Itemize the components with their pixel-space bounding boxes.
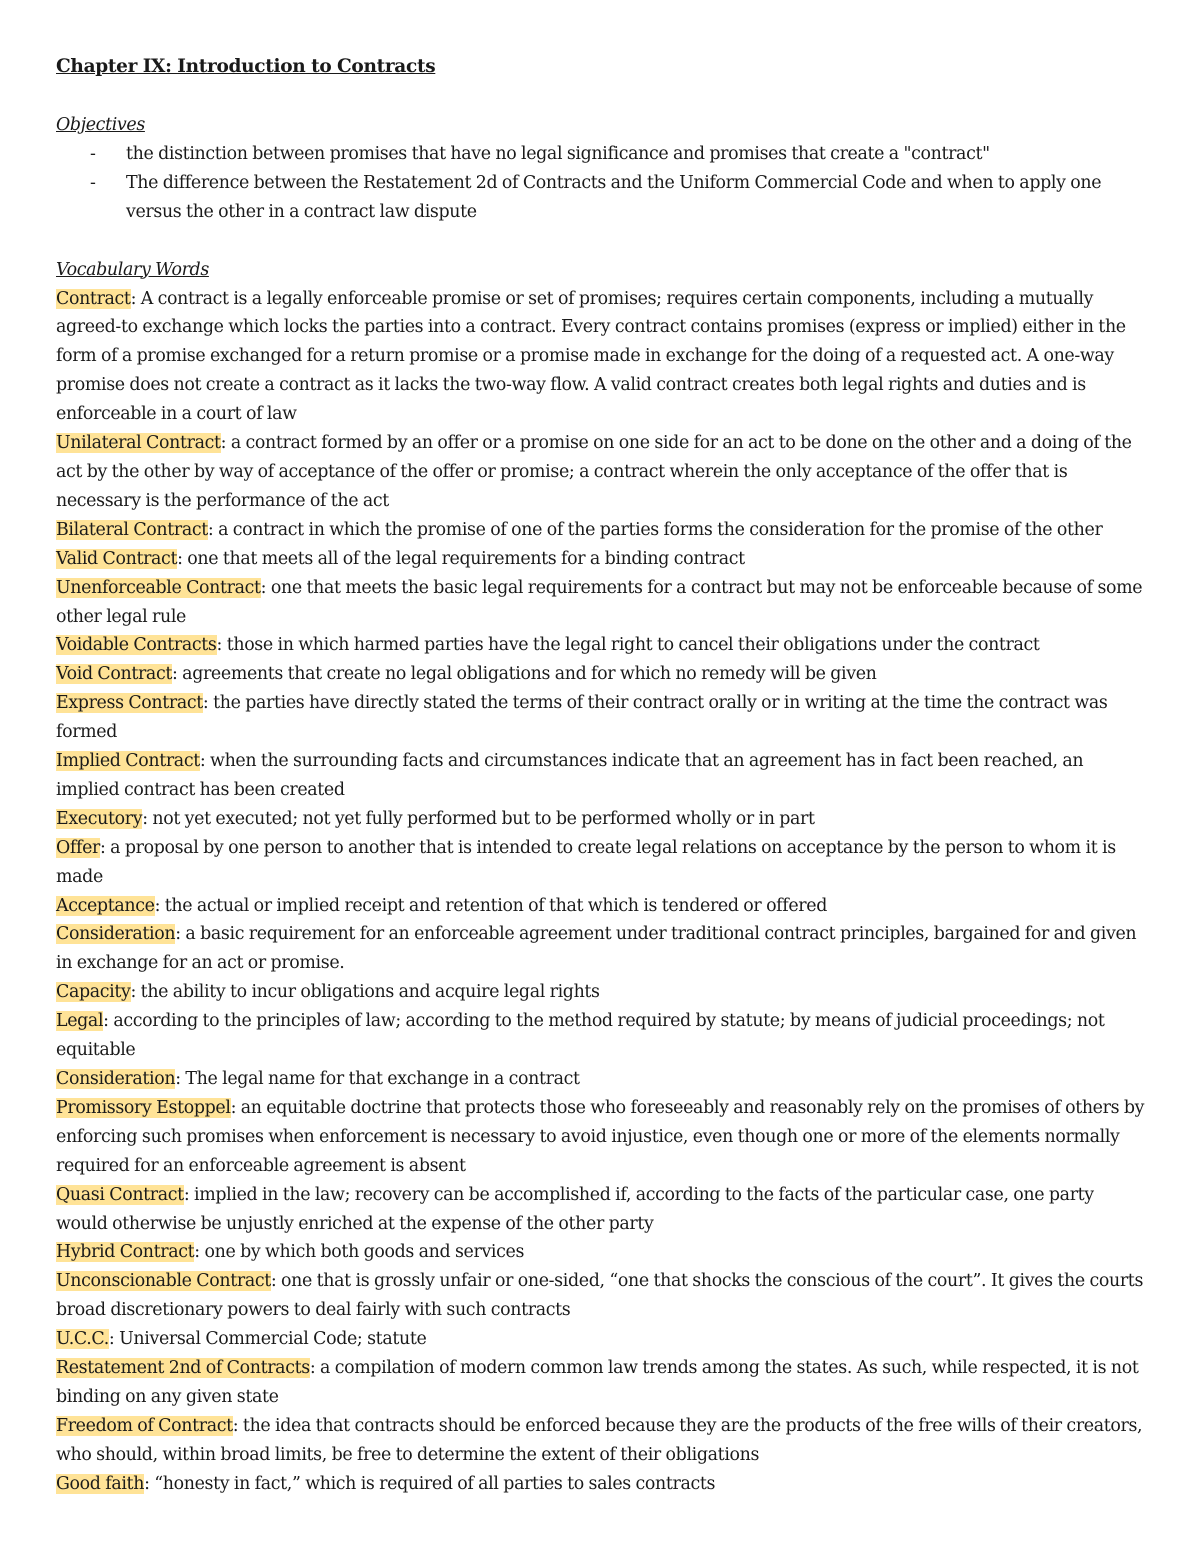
vocab-definition: : agreements that create no legal obligations and for which no remedy will be given bbox=[171, 664, 877, 685]
vocab-definition: : the ability to incur obligations and acquire legal rights bbox=[130, 982, 600, 1003]
vocab-definition: : a contract in which the promise of one of the parties forms the consideration for the promise of the other bbox=[207, 519, 1103, 540]
vocab-term: Bilateral Contract bbox=[56, 519, 208, 540]
vocab-term: Capacity bbox=[56, 982, 131, 1003]
vocab-definition: : when the surrounding facts and circumstances indicate that an agreement has in fact been reached, an implied contract has been created bbox=[56, 751, 1084, 800]
vocab-entry-consideration bbox=[56, 920, 1146, 978]
vocab-term: Freedom of Contract bbox=[56, 1415, 233, 1436]
vocab-definition: : a basic requirement for an enforceable agreement under traditional contract principles, bargained for and given in exchange for an act or promise. bbox=[56, 924, 1137, 974]
vocab-entry-express-contract bbox=[56, 689, 1146, 747]
dash-bullet: - bbox=[90, 172, 96, 193]
vocab-entry-voidable-contracts bbox=[56, 631, 1146, 660]
vocab-definition: : the parties have directly stated the terms of their contract orally or in writing at the time the contract was formed bbox=[56, 693, 1108, 743]
vocabulary-list bbox=[56, 285, 1146, 1499]
vocab-definition: : one that meets all of the legal requirements for a binding contract bbox=[177, 548, 745, 569]
vocab-definition: : a proposal by one person to another that is intended to create legal relations on acceptance by the person to whom it is made bbox=[56, 837, 1116, 887]
objective-item bbox=[56, 169, 1146, 227]
vocab-definition: : The legal name for that exchange in a contract bbox=[175, 1069, 580, 1089]
vocab-definition: : one that is grossly unfair or one-sided, “one that shocks the conscious of the court”. It gives the courts broad discretionary powers to deal fairly with such contracts bbox=[56, 1271, 1144, 1321]
vocab-entry-promissory-estoppel bbox=[56, 1094, 1146, 1181]
objective-text: The difference between the Restatement 2d of Contracts and the Uniform Commercial Code and when to apply one versus the other in a contract law dispute bbox=[126, 172, 1102, 222]
vocab-entry-implied-contract bbox=[56, 747, 1146, 805]
vocab-entry-contract bbox=[56, 285, 1146, 430]
objectives-heading: Objectives bbox=[56, 115, 145, 135]
vocab-term: Consideration bbox=[56, 1069, 176, 1089]
vocab-term: Offer bbox=[56, 837, 100, 858]
vocab-entry-freedom-of-contract bbox=[56, 1412, 1146, 1470]
vocab-definition: : the idea that contracts should be enforced because they are the products of the free wills of their creators, who should, within broad limits, be free to determine the extent of their obligations bbox=[56, 1415, 1143, 1465]
vocab-term: Executory bbox=[56, 808, 143, 829]
vocab-definition: : a contract formed by an offer or a promise on one side for an act to be done on the other and a doing of the act by the other by way of acceptance of the offer or promise; a contract wherein the only acceptance of the offer that is necessary is the performance of the act bbox=[56, 433, 1132, 511]
vocab-term: Unilateral Contract bbox=[56, 433, 221, 454]
objective-item bbox=[56, 140, 1146, 169]
vocab-entry-void-contract bbox=[56, 660, 1146, 689]
vocab-definition: : implied in the law; recovery can be accomplished if, according to the facts of the particular case, one party would otherwise be unjustly enriched at the expense of the other party bbox=[56, 1184, 1094, 1234]
vocab-term: Valid Contract bbox=[56, 548, 178, 569]
vocab-entry-valid-contract bbox=[56, 545, 1146, 574]
vocab-term: U.C.C. bbox=[56, 1329, 109, 1350]
vocab-definition: : a compilation of modern common law trends among the states. As such, while respected, it is not binding on any given state bbox=[56, 1358, 1139, 1407]
vocab-entry-ucc bbox=[56, 1325, 1146, 1354]
vocab-entry-unconscionable-contract bbox=[56, 1267, 1146, 1325]
vocab-entry-unenforceable-contract bbox=[56, 574, 1146, 632]
vocab-definition: : not yet executed; not yet fully performed but to be performed wholly or in part bbox=[142, 808, 815, 829]
vocab-definition: : according to the principles of law; according to the method required by statute; by means of judicial proceedings; not equitable bbox=[56, 1011, 1105, 1061]
vocab-definition: : Universal Commercial Code; statute bbox=[108, 1329, 427, 1350]
document-page bbox=[56, 52, 1146, 1499]
vocab-term: Hybrid Contract bbox=[56, 1242, 195, 1263]
vocab-definition: : an equitable doctrine that protects those who foreseeably and reasonably rely on the promises of others by enforcing such promises when enforcement is necessary to avoid injustice, even though one or more of the elements normally required for an enforceable agreement is absent bbox=[56, 1097, 1145, 1176]
vocab-entry-hybrid-contract bbox=[56, 1238, 1146, 1267]
vocab-term: Void Contract bbox=[56, 664, 172, 685]
vocab-definition: : “honesty in fact,” which is required of all parties to sales contracts bbox=[144, 1473, 716, 1494]
chapter-title: Chapter IX: Introduction to Contracts bbox=[56, 56, 436, 77]
vocab-entry-unilateral-contract bbox=[56, 429, 1146, 516]
vocab-term: Implied Contract bbox=[56, 751, 200, 772]
objective-text: the distinction between promises that have no legal significance and promises that create a "contract" bbox=[126, 143, 990, 164]
dash-bullet: - bbox=[90, 143, 96, 164]
objectives-list bbox=[56, 140, 1146, 227]
vocab-definition: : the actual or implied receipt and retention of that which is tendered or offered bbox=[154, 895, 827, 916]
vocab-definition: : those in which harmed parties have the legal right to cancel their obligations under the contract bbox=[216, 635, 1040, 656]
vocab-entry-restatement-2nd bbox=[56, 1354, 1146, 1412]
vocab-term: Voidable Contracts bbox=[56, 635, 217, 656]
vocab-term: Acceptance bbox=[56, 895, 155, 916]
vocab-entry-acceptance bbox=[56, 892, 1146, 921]
vocab-term: Unenforceable Contract bbox=[56, 577, 261, 598]
vocab-term: Legal bbox=[56, 1011, 104, 1032]
vocab-entry-offer bbox=[56, 834, 1146, 892]
vocab-term: Restatement 2nd of Contracts bbox=[56, 1358, 310, 1379]
vocabulary-heading: Vocabulary Words bbox=[56, 259, 209, 280]
vocab-definition: : one that meets the basic legal requirements for a contract but may not be enforceable because of some other legal rule bbox=[56, 577, 1143, 627]
vocab-entry-quasi-contract bbox=[56, 1181, 1146, 1239]
vocab-term: Express Contract bbox=[56, 693, 203, 714]
vocab-term: Unconscionable Contract bbox=[56, 1271, 271, 1292]
vocab-definition: : A contract is a legally enforceable promise or set of promises; requires certain components, including a mutually agreed-to exchange which locks the parties into a contract. Every contract contains promises (express or implied) either in the form of a promise exchanged for a return promise or a promise made in exchange for the doing of a requested act. A one-way promise does not create a contract as it lacks the two-way flow. A valid contract creates both legal rights and duties and is enforceable in a court of law bbox=[56, 288, 1126, 425]
vocab-entry-legal bbox=[56, 1007, 1146, 1065]
vocab-entry-good-faith bbox=[56, 1470, 1146, 1499]
vocab-definition: : one by which both goods and services bbox=[194, 1242, 525, 1263]
vocab-term: Contract bbox=[56, 288, 131, 309]
vocab-entry-bilateral-contract bbox=[56, 516, 1146, 545]
vocab-term: Quasi Contract bbox=[56, 1184, 184, 1205]
vocab-term: Promissory Estoppel bbox=[56, 1097, 231, 1118]
vocab-term: Good faith bbox=[56, 1473, 145, 1494]
vocab-entry-executory bbox=[56, 805, 1146, 834]
vocab-entry-consideration-2 bbox=[56, 1065, 1146, 1094]
vocab-term: Consideration bbox=[56, 924, 176, 945]
vocab-entry-capacity bbox=[56, 978, 1146, 1007]
